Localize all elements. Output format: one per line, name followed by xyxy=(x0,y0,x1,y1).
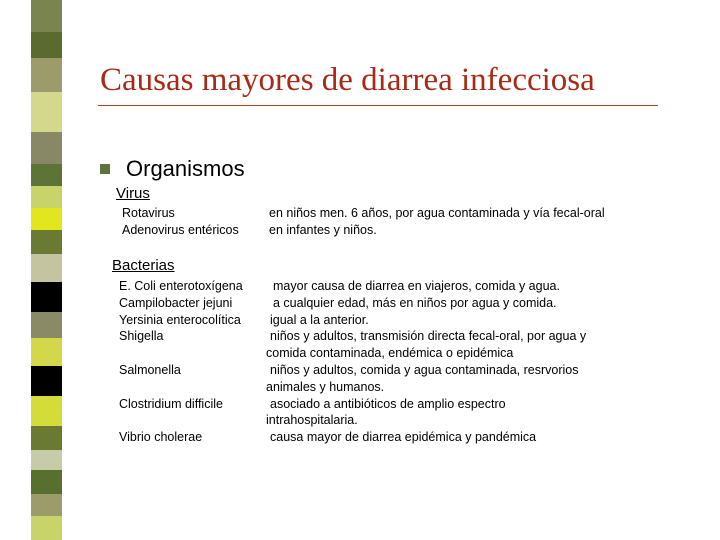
bacteria-description-cont: intrahospitalaria. xyxy=(266,413,358,428)
bacteria-description-cont: animales y humanos. xyxy=(266,379,385,394)
bacteria-description: igual a la anterior. xyxy=(270,312,369,327)
bacteria-description: niños y adultos, transmisión directa fecal-oral, por agua y xyxy=(270,329,587,344)
bacteria-organism: Salmonella xyxy=(119,362,181,377)
virus-description: en infantes y niños. xyxy=(269,222,377,237)
bacterias-description-list xyxy=(266,278,586,446)
decorative-stripe xyxy=(0,0,62,540)
square-bullet-icon xyxy=(100,164,110,174)
bacteria-description-cont: comida contaminada, endémica o epidémica xyxy=(266,346,514,361)
bacteria-description: asociado a antibióticos de amplio espectro xyxy=(270,396,506,411)
virus-description: en niños men. 6 años, por agua contaminada y vía fecal-oral xyxy=(269,206,605,220)
bacteria-organism: Yersinia enterocolítica xyxy=(119,312,241,327)
bacterias-organism-list xyxy=(119,278,243,446)
virus-description-list xyxy=(269,205,605,239)
bacterias-heading: Bacterias xyxy=(112,257,175,274)
bacteria-description: causa mayor de diarrea epidémica y pandémica xyxy=(270,430,537,445)
bacteria-description: a cualquier edad, más en niños por agua y comida. xyxy=(273,295,557,310)
virus-organism: Rotavirus xyxy=(122,206,175,220)
virus-organism-list xyxy=(122,205,239,239)
bacteria-organism: Shigella xyxy=(119,329,164,344)
slide-title: Causas mayores de diarrea infecciosa xyxy=(100,62,595,98)
bacteria-organism: Vibrio cholerae xyxy=(119,430,203,445)
title-divider xyxy=(98,105,658,106)
virus-organism: Adenovirus entéricos xyxy=(122,222,239,237)
bacteria-organism: E. Coli enterotoxígena xyxy=(119,279,243,293)
bacteria-description: niños y adultos, comida y agua contaminada, resrvorios xyxy=(270,362,579,377)
bacteria-organism: Clostridium difficile xyxy=(119,396,223,411)
bacteria-description: mayor causa de diarrea en viajeros, comida y agua. xyxy=(273,279,560,293)
bacteria-organism: Campilobacter jejuni xyxy=(119,295,233,310)
bullet-organismos: Organismos xyxy=(126,156,245,181)
virus-heading: Virus xyxy=(116,185,150,202)
